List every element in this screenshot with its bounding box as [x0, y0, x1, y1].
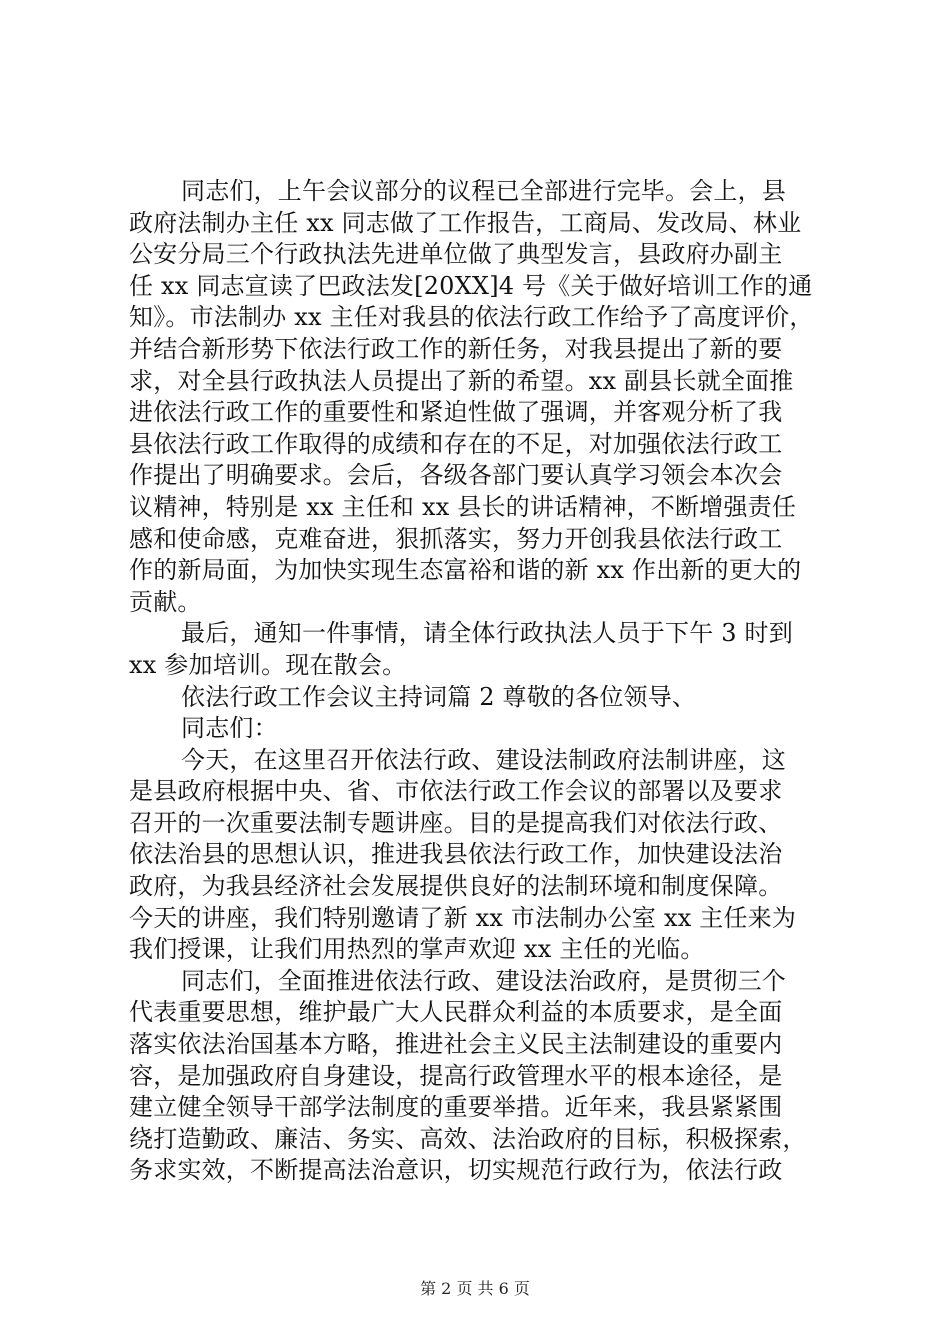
text-line: 作的新局面，为加快实现生态富裕和谐的新 xx 作出新的更大的 [129, 556, 802, 585]
text-line: 落实依法治国基本方略，推进社会主义民主法制建设的重要内 [129, 1030, 783, 1059]
text-line: 最后，通知一件事情，请全体行政执法人员于下午 3 时到 [181, 619, 793, 648]
text-line: 绕打造勤政、廉洁、务实、高效、法治政府的目标，积极探索， [129, 1124, 807, 1153]
text-line: 建立健全领导干部学法制度的重要举措。近年来，我县紧紧围 [129, 1093, 783, 1122]
text-line: 依法治县的思想认识，推进我县依法行政工作，加快建设法治 [129, 840, 783, 869]
text-line: 政府法制办主任 xx 同志做了工作报告，工商局、发改局、林业 [129, 208, 802, 237]
text-line: 同志们： [181, 714, 278, 743]
text-line: 贡献。 [129, 587, 202, 616]
text-line: xx 参加培训。现在散会。 [129, 650, 407, 679]
text-line: 县依法行政工作取得的成绩和存在的不足，对加强依法行政工 [129, 429, 783, 458]
text-line: 代表重要思想，维护最广大人民群众利益的本质要求，是全面 [129, 998, 783, 1027]
text-line: 任 xx 同志宣读了巴政法发[20XX]4 号《关于做好培训工作的通 [129, 271, 813, 300]
text-line: 是县政府根据中央、省、市依法行政工作会议的部署以及要求 [129, 777, 783, 806]
page-footer: 第 2 页 共 6 页 [420, 1279, 530, 1298]
text-line: 今天，在这里召开依法行政、建设法制政府法制讲座，这 [181, 745, 786, 774]
text-line: 知》。市法制办 xx 主任对我县的依法行政工作给予了高度评价， [129, 303, 814, 332]
text-line: 感和使命感，克难奋进，狠抓落实，努力开创我县依法行政工 [129, 524, 783, 553]
document-body [129, 176, 839, 1187]
text-line: 并结合新形势下依法行政工作的新任务，对我县提出了新的要 [129, 334, 783, 363]
text-line: 政府，为我县经济社会发展提供良好的法制环境和制度保障。 [129, 872, 783, 901]
text-line: 依法行政工作会议主持词篇 2 尊敬的各位领导、 [181, 682, 697, 711]
text-line: 同志们，上午会议部分的议程已全部进行完毕。会上，县 [181, 177, 786, 205]
text-line: 容，是加强政府自身建设，提高行政管理水平的根本途径，是 [129, 1061, 783, 1090]
text-line: 今天的讲座，我们特别邀请了新 xx 市法制办公室 xx 主任来为 [129, 903, 797, 932]
text-line: 同志们，全面推进依法行政、建设法治政府，是贯彻三个 [181, 966, 786, 995]
text-line: 进依法行政工作的重要性和紧迫性做了强调，并客观分析了我 [129, 398, 783, 427]
text-line: 求，对全县行政执法人员提出了新的希望。xx 副县长就全面推 [129, 366, 794, 395]
text-line: 作提出了明确要求。会后，各级各部门要认真学习领会本次会 [129, 461, 783, 490]
text-line: 公安分局三个行政执法先进单位做了典型发言，县政府办副主 [129, 240, 783, 269]
text-line: 我们授课，让我们用热烈的掌声欢迎 xx 主任的光临。 [129, 935, 705, 964]
text-line: 议精神，特别是 xx 主任和 xx 县长的讲话精神，不断增强责任 [129, 492, 797, 521]
text-line: 务求实效，不断提高法治意识，切实规范行政行为，依法行政 [129, 1156, 783, 1185]
text-line: 召开的一次重要法制专题讲座。目的是提高我们对依法行政、 [129, 808, 783, 837]
